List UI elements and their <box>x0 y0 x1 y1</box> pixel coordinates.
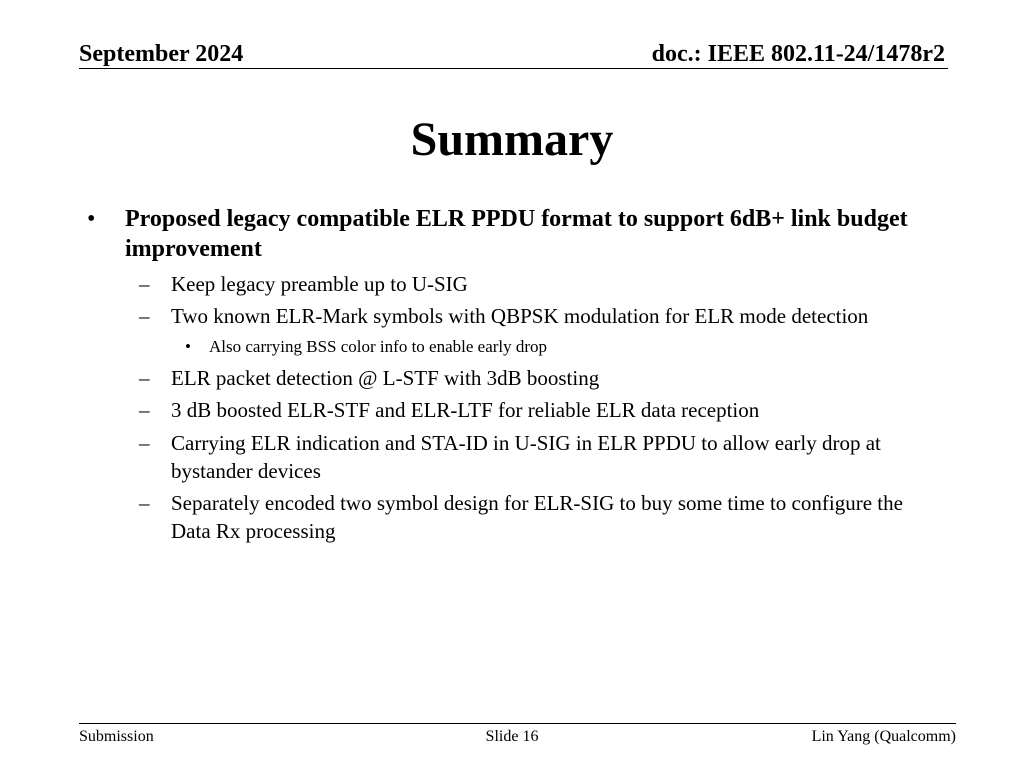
sub-bullet-1: Keep legacy preamble up to U-SIG <box>171 272 468 296</box>
bullet-marker: • <box>185 337 191 356</box>
sub-bullet-4: 3 dB boosted ELR-STF and ELR-LTF for reliable ELR data reception <box>171 398 760 422</box>
footer-submission: Submission <box>79 728 154 745</box>
header-divider <box>79 68 948 69</box>
dash-marker: – <box>139 431 150 455</box>
sub-bullet-5: Carrying ELR indication and STA-ID in U-SIG in ELR PPDU to allow early drop at bystander devices <box>171 431 881 483</box>
main-bullet-text: Proposed legacy compatible ELR PPDU format to support 6dB+ link budget improvement <box>125 206 908 262</box>
header-doc-id: doc.: IEEE 802.11-24/1478r2 <box>651 41 945 67</box>
sub-sub-bullet: Also carrying BSS color info to enable early drop <box>209 337 548 356</box>
dash-marker: – <box>139 366 150 390</box>
footer-author: Lin Yang (Qualcomm) <box>811 728 956 745</box>
slide-number: Slide 16 <box>485 728 539 745</box>
dash-marker: – <box>139 272 150 296</box>
sub-bullet-2: Two known ELR-Mark symbols with QBPSK modulation for ELR mode detection <box>171 304 869 328</box>
footer-divider <box>79 723 956 724</box>
bullet-marker: • <box>87 206 96 232</box>
sub-bullet-6: Separately encoded two symbol design for ELR-SIG to buy some time to configure the Data Rx processing <box>171 491 903 543</box>
sub-bullet-3: ELR packet detection @ L-STF with 3dB boosting <box>171 366 600 390</box>
header-date: September 2024 <box>79 41 244 67</box>
slide-title: Summary <box>410 113 614 166</box>
dash-marker: – <box>139 491 150 515</box>
dash-marker: – <box>139 304 150 328</box>
dash-marker: – <box>139 398 150 422</box>
